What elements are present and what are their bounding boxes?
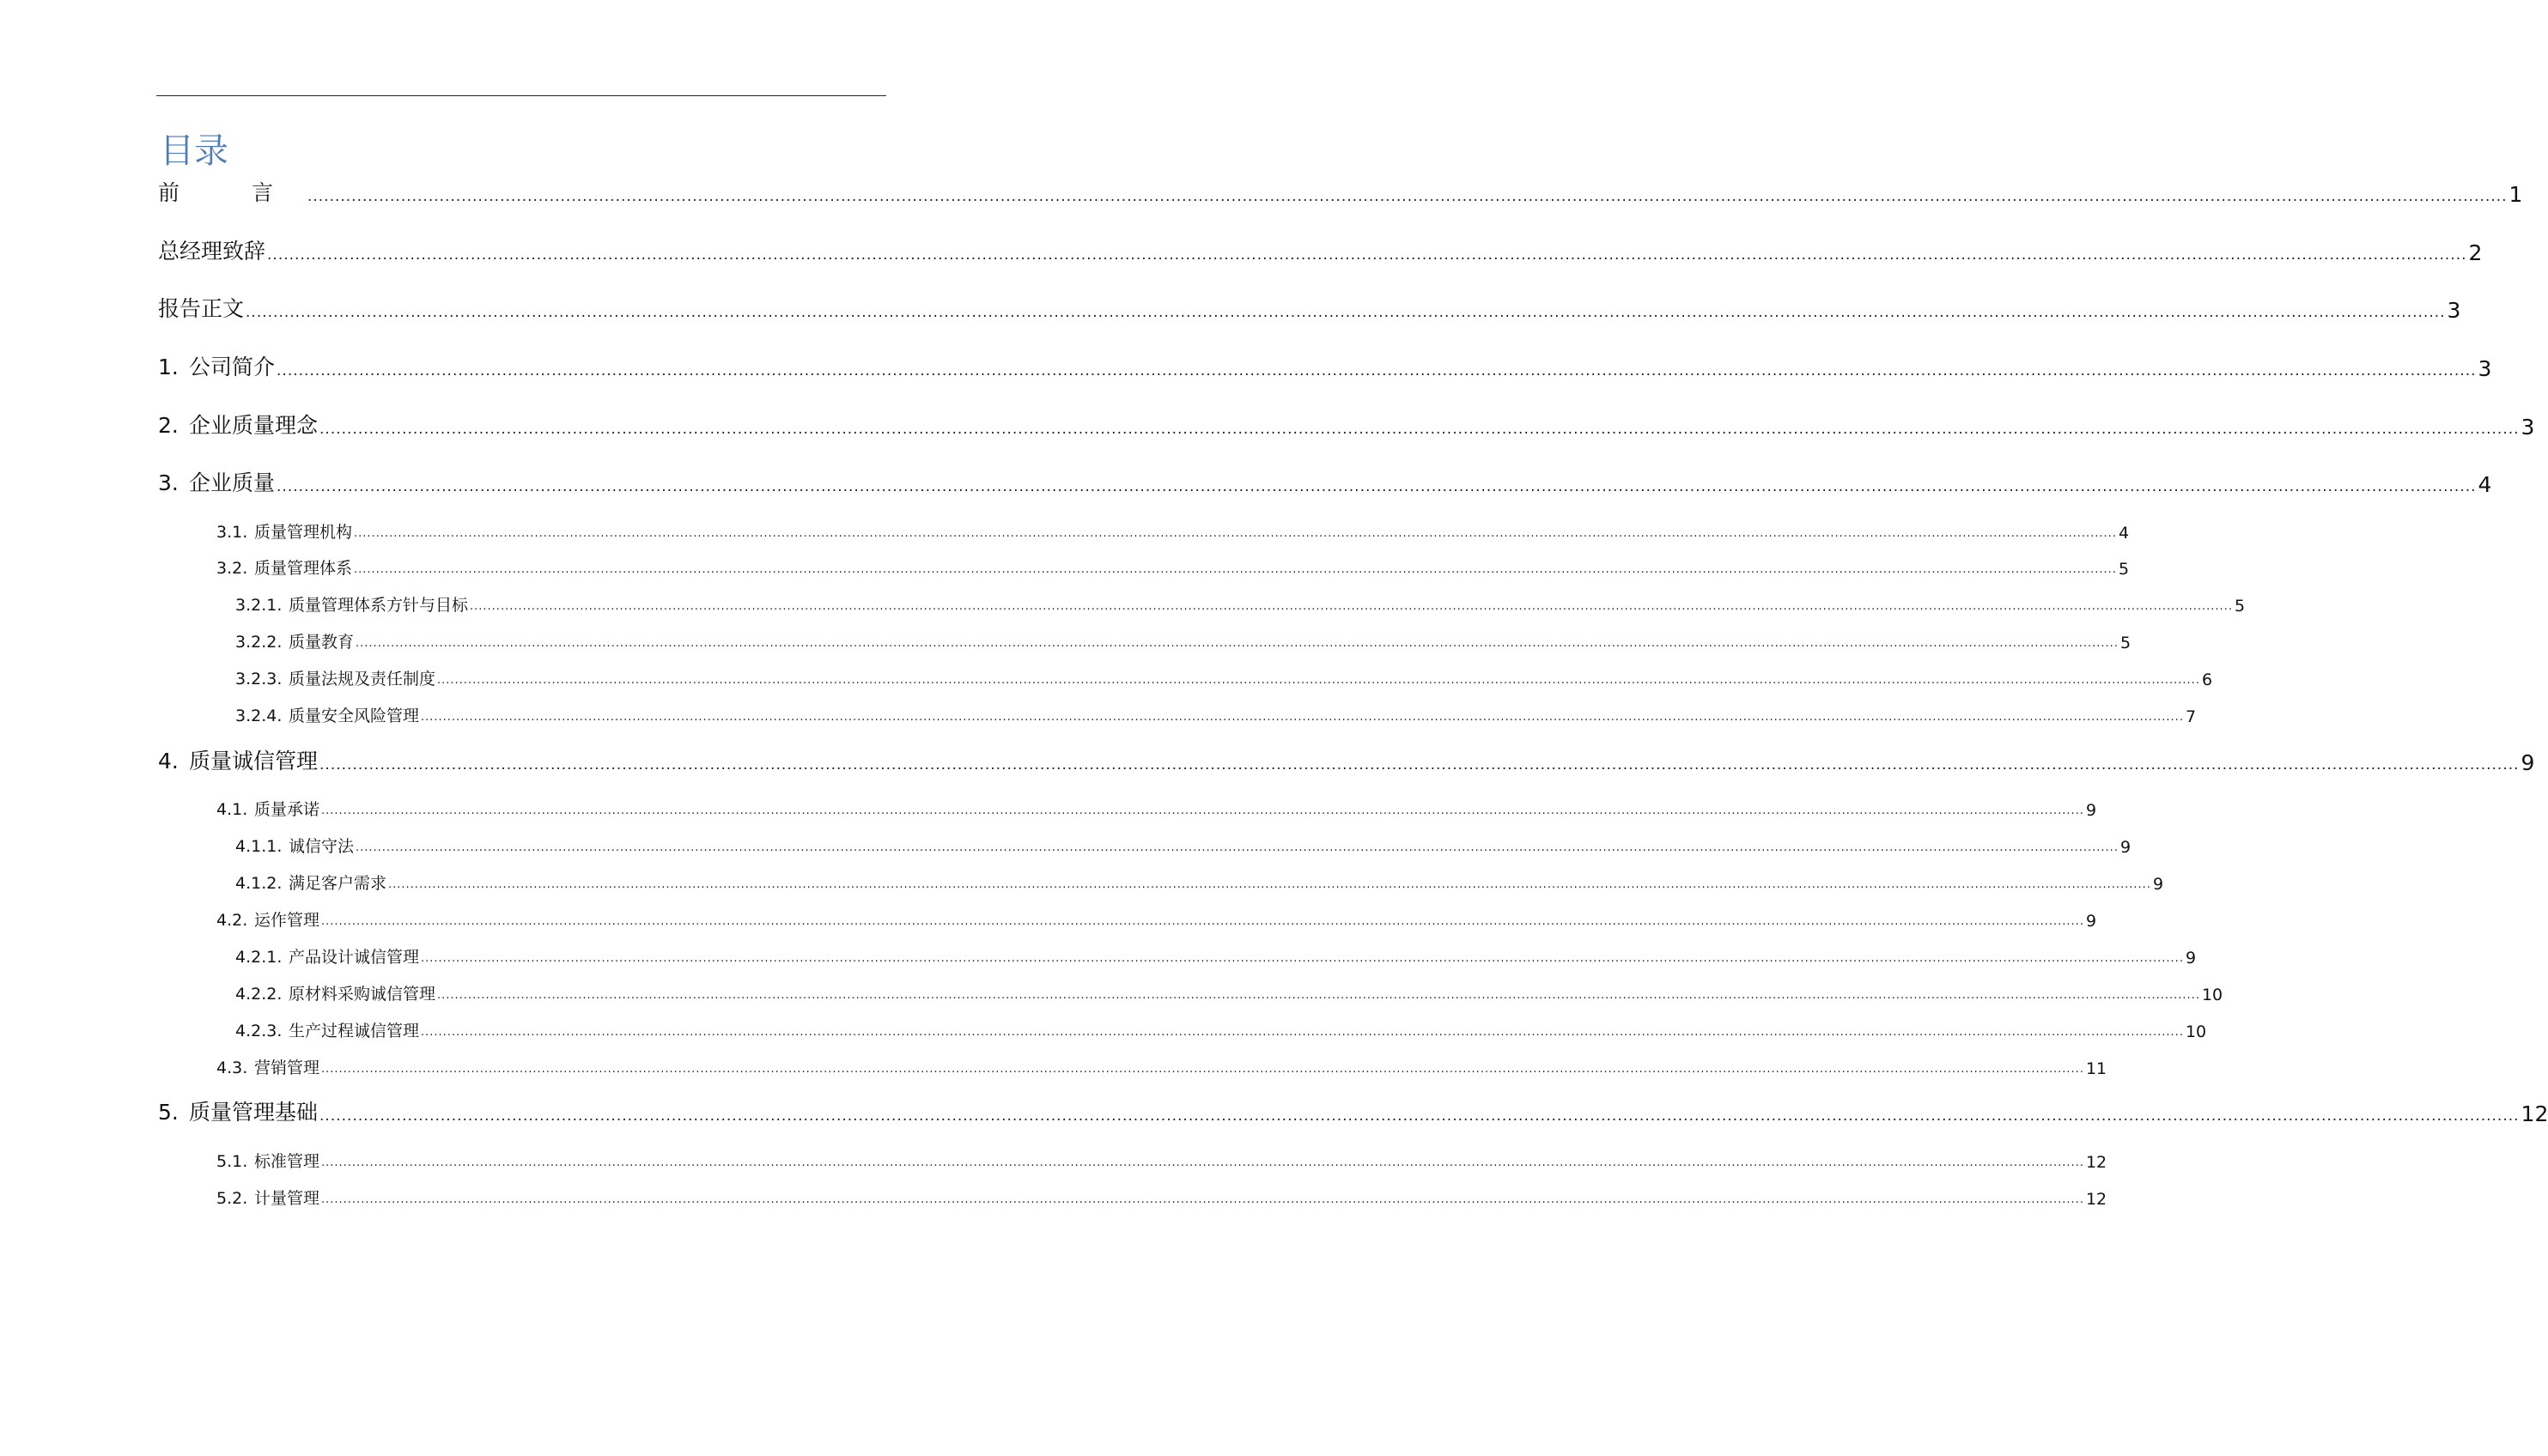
toc-entry-text: 质量法规及责任制度 xyxy=(289,670,436,689)
toc-entry-page-number: 1 xyxy=(2508,182,2523,207)
toc-entry-text: 运作管理 xyxy=(254,911,320,930)
toc-dot-leader: ................................................................................................................................................................................................................................................................................................................................................................................................................ xyxy=(356,841,2119,854)
toc-entry[interactable] xyxy=(158,466,2492,497)
toc-entry-text: 质量安全风险管理 xyxy=(289,707,420,725)
toc-entry-number: 4.3. xyxy=(216,1059,248,1077)
toc-entry-page-number: 5 xyxy=(2234,597,2246,616)
toc-entry-number: 4.2. xyxy=(216,911,248,930)
toc-entry-text: 计量管理 xyxy=(254,1189,320,1208)
toc-entry-text: 报告正文 xyxy=(158,296,245,321)
toc-entry-text: 营销管理 xyxy=(254,1059,320,1077)
toc-entry-text: 满足客户需求 xyxy=(289,874,387,893)
toc-entry-text: 前 言 xyxy=(158,180,306,205)
toc-dot-leader: ................................................................................................................................................................................................................................................................................................................................................................................................................ xyxy=(319,1107,2520,1125)
toc-entry-number: 4.1. xyxy=(216,800,248,819)
toc-dot-leader: ................................................................................................................................................................................................................................................................................................................................................................................................................ xyxy=(354,527,2117,540)
toc-entry-label xyxy=(158,1095,318,1126)
toc-dot-leader: ................................................................................................................................................................................................................................................................................................................................................................................................................ xyxy=(321,1063,2084,1076)
toc-entry-number: 4.1.2. xyxy=(235,874,283,893)
toc-entry-text: 质量管理体系方针与目标 xyxy=(289,596,469,615)
toc-entry-page-number: 6 xyxy=(2201,670,2213,689)
toc-entry-number: 4.1.1. xyxy=(235,837,283,856)
toc-entry[interactable] xyxy=(158,744,2535,775)
toc-entry[interactable] xyxy=(216,907,2097,931)
toc-entry-label xyxy=(158,350,275,381)
toc-entry[interactable] xyxy=(235,1017,2207,1041)
toc-dot-leader: ................................................................................................................................................................................................................................................................................................................................................................................................................ xyxy=(277,478,2477,495)
toc-entry-page-number: 9 xyxy=(2119,838,2131,857)
toc-entry-page-number: 12 xyxy=(2085,1190,2107,1209)
toc-entry-label xyxy=(158,409,318,440)
toc-entry-page-number: 2 xyxy=(2468,240,2483,265)
toc-entry[interactable] xyxy=(235,702,2197,726)
toc-entry-label xyxy=(235,666,435,689)
toc-entry-page-number: 10 xyxy=(2185,1022,2207,1041)
toc-entry[interactable] xyxy=(235,665,2213,689)
toc-entry-number: 3.2. xyxy=(216,559,248,578)
toc-entry-text: 产品设计诚信管理 xyxy=(289,948,420,967)
toc-entry-label xyxy=(216,555,352,579)
toc-dot-leader: ................................................................................................................................................................................................................................................................................................................................................................................................................ xyxy=(388,878,2151,891)
toc-entry[interactable] xyxy=(158,409,2535,440)
toc-entry-text: 公司简介 xyxy=(189,355,276,379)
toc-entry-number: 4. xyxy=(158,749,179,774)
toc-entry-number: 5. xyxy=(158,1100,179,1125)
toc-entry-label xyxy=(235,629,354,652)
toc-entry-number: 4.2.3. xyxy=(235,1022,283,1040)
toc-entry-number: 4.2.1. xyxy=(235,948,283,967)
toc-dot-leader: ................................................................................................................................................................................................................................................................................................................................................................................................................ xyxy=(421,711,2184,724)
toc-entry[interactable] xyxy=(216,796,2097,820)
toc-entry-page-number: 9 xyxy=(2521,750,2535,775)
toc-entry-label xyxy=(158,744,318,775)
toc-dot-leader: ................................................................................................................................................................................................................................................................................................................................................................................................................ xyxy=(321,804,2084,817)
toc-entry[interactable] xyxy=(158,176,2523,207)
toc-entry-page-number: 9 xyxy=(2185,949,2197,968)
toc-entry-page-number: 12 xyxy=(2085,1153,2107,1172)
toc-entry-number: 5.1. xyxy=(216,1152,248,1171)
toc-entry-text: 质量管理体系 xyxy=(254,559,353,578)
toc-entry-text: 企业质量 xyxy=(189,470,276,495)
toc-entry[interactable] xyxy=(158,1095,2548,1126)
toc-entry-label xyxy=(158,466,275,497)
toc-entry-text: 标准管理 xyxy=(254,1152,320,1171)
toc-dot-leader: ................................................................................................................................................................................................................................................................................................................................................................................................................ xyxy=(437,674,2200,687)
toc-entry-page-number: 4 xyxy=(2478,472,2492,497)
toc-entry-text: 企业质量理念 xyxy=(189,413,319,438)
toc-entry-page-number: 10 xyxy=(2201,986,2223,1004)
toc-entry-page-number: 9 xyxy=(2085,801,2097,820)
toc-entry-page-number: 7 xyxy=(2185,707,2197,726)
toc-entry-number: 4.2.2. xyxy=(235,985,283,1004)
toc-entry[interactable] xyxy=(235,980,2223,1004)
toc-dot-leader: ................................................................................................................................................................................................................................................................................................................................................................................................................ xyxy=(307,188,2508,205)
toc-entry-label xyxy=(235,944,419,968)
toc-entry[interactable] xyxy=(216,1185,2107,1209)
toc-entry[interactable] xyxy=(235,943,2197,968)
toc-entry-number: 3.2.3. xyxy=(235,670,283,689)
toc-entry-number: 3.2.2. xyxy=(235,633,283,652)
toc-entry-number: 2. xyxy=(158,413,179,438)
toc-entry[interactable] xyxy=(158,350,2492,381)
toc-entry-page-number: 3 xyxy=(2478,356,2492,381)
toc-dot-leader: ................................................................................................................................................................................................................................................................................................................................................................................................................ xyxy=(319,421,2520,438)
toc-title: 目录 xyxy=(160,131,228,171)
toc-entry-number: 3.1. xyxy=(216,523,248,542)
toc-entry-page-number: 12 xyxy=(2521,1101,2548,1126)
toc-dot-leader: ................................................................................................................................................................................................................................................................................................................................................................................................................ xyxy=(356,637,2119,650)
toc-dot-leader: ................................................................................................................................................................................................................................................................................................................................................................................................................ xyxy=(321,915,2084,928)
toc-entry-label xyxy=(235,834,354,857)
toc-entry-number: 5.2. xyxy=(216,1189,248,1208)
toc-dot-leader: ................................................................................................................................................................................................................................................................................................................................................................................................................ xyxy=(319,756,2520,774)
toc-entry-label xyxy=(216,1149,319,1172)
toc-dot-leader: ................................................................................................................................................................................................................................................................................................................................................................................................................ xyxy=(421,952,2184,965)
toc-dot-leader: ................................................................................................................................................................................................................................................................................................................................................................................................................ xyxy=(354,563,2117,576)
toc-entry-label xyxy=(235,981,435,1004)
toc-entry-text: 总经理致辞 xyxy=(158,239,266,264)
toc-entry-text: 质量管理基础 xyxy=(189,1100,319,1125)
toc-entry-page-number: 4 xyxy=(2118,524,2130,543)
toc-entry[interactable] xyxy=(235,870,2164,894)
toc-entry-label xyxy=(158,176,306,207)
toc-entry-label xyxy=(235,703,419,726)
toc-dot-leader: ................................................................................................................................................................................................................................................................................................................................................................................................................ xyxy=(470,600,2233,613)
toc-entry-label xyxy=(235,1018,419,1041)
toc-entry[interactable] xyxy=(216,1148,2107,1172)
toc-entry-text: 质量教育 xyxy=(289,633,355,652)
toc-entry[interactable] xyxy=(158,234,2483,265)
toc-entry-number: 3.2.4. xyxy=(235,707,283,725)
toc-entry[interactable] xyxy=(235,833,2131,857)
toc-entry[interactable] xyxy=(216,519,2130,543)
toc-dot-leader: ................................................................................................................................................................................................................................................................................................................................................................................................................ xyxy=(277,362,2477,379)
toc-entry[interactable] xyxy=(158,292,2461,323)
toc-entry-text: 诚信守法 xyxy=(289,837,355,856)
toc-entry-label xyxy=(216,1186,319,1209)
toc-entry-label xyxy=(216,519,352,543)
toc-entry-label xyxy=(235,592,468,616)
toc-entry-label xyxy=(216,1055,319,1078)
toc-entry-number: 1. xyxy=(158,355,179,379)
toc-entry-number: 3. xyxy=(158,470,179,495)
toc-entry-page-number: 11 xyxy=(2085,1059,2107,1078)
toc-entry[interactable] xyxy=(235,628,2131,652)
toc-dot-leader: ................................................................................................................................................................................................................................................................................................................................................................................................................ xyxy=(421,1026,2184,1039)
toc-entry-text: 生产过程诚信管理 xyxy=(289,1022,420,1040)
toc-dot-leader: ................................................................................................................................................................................................................................................................................................................................................................................................................ xyxy=(267,246,2467,264)
toc-entry-page-number: 5 xyxy=(2119,634,2131,652)
toc-entry-text: 质量承诺 xyxy=(254,800,320,819)
toc-entry-page-number: 3 xyxy=(2447,298,2461,323)
toc-entry-page-number: 9 xyxy=(2152,875,2164,894)
toc-entry-label xyxy=(216,907,319,931)
toc-entry-page-number: 9 xyxy=(2085,912,2097,931)
toc-entry-text: 质量诚信管理 xyxy=(189,749,319,774)
header-rule xyxy=(156,95,886,96)
toc-entry[interactable] xyxy=(216,1054,2107,1078)
toc-entry-number: 3.2.1. xyxy=(235,596,283,615)
toc-dot-leader: ................................................................................................................................................................................................................................................................................................................................................................................................................ xyxy=(321,1156,2084,1169)
toc-entry-label xyxy=(216,797,319,820)
toc-entry-label xyxy=(235,871,386,894)
toc-dot-leader: ................................................................................................................................................................................................................................................................................................................................................................................................................ xyxy=(246,304,2446,321)
toc-entry[interactable] xyxy=(235,592,2246,616)
toc-entry[interactable] xyxy=(216,555,2130,579)
toc-entry-label xyxy=(158,234,265,265)
toc-entry-page-number: 5 xyxy=(2118,560,2130,579)
toc-entry-text: 原材料采购诚信管理 xyxy=(289,985,436,1004)
toc-entry-text: 质量管理机构 xyxy=(254,523,353,542)
toc-dot-leader: ................................................................................................................................................................................................................................................................................................................................................................................................................ xyxy=(321,1193,2084,1206)
toc-dot-leader: ................................................................................................................................................................................................................................................................................................................................................................................................................ xyxy=(437,989,2200,1002)
toc-entry-page-number: 3 xyxy=(2521,415,2535,440)
toc-entry-label xyxy=(158,292,244,323)
